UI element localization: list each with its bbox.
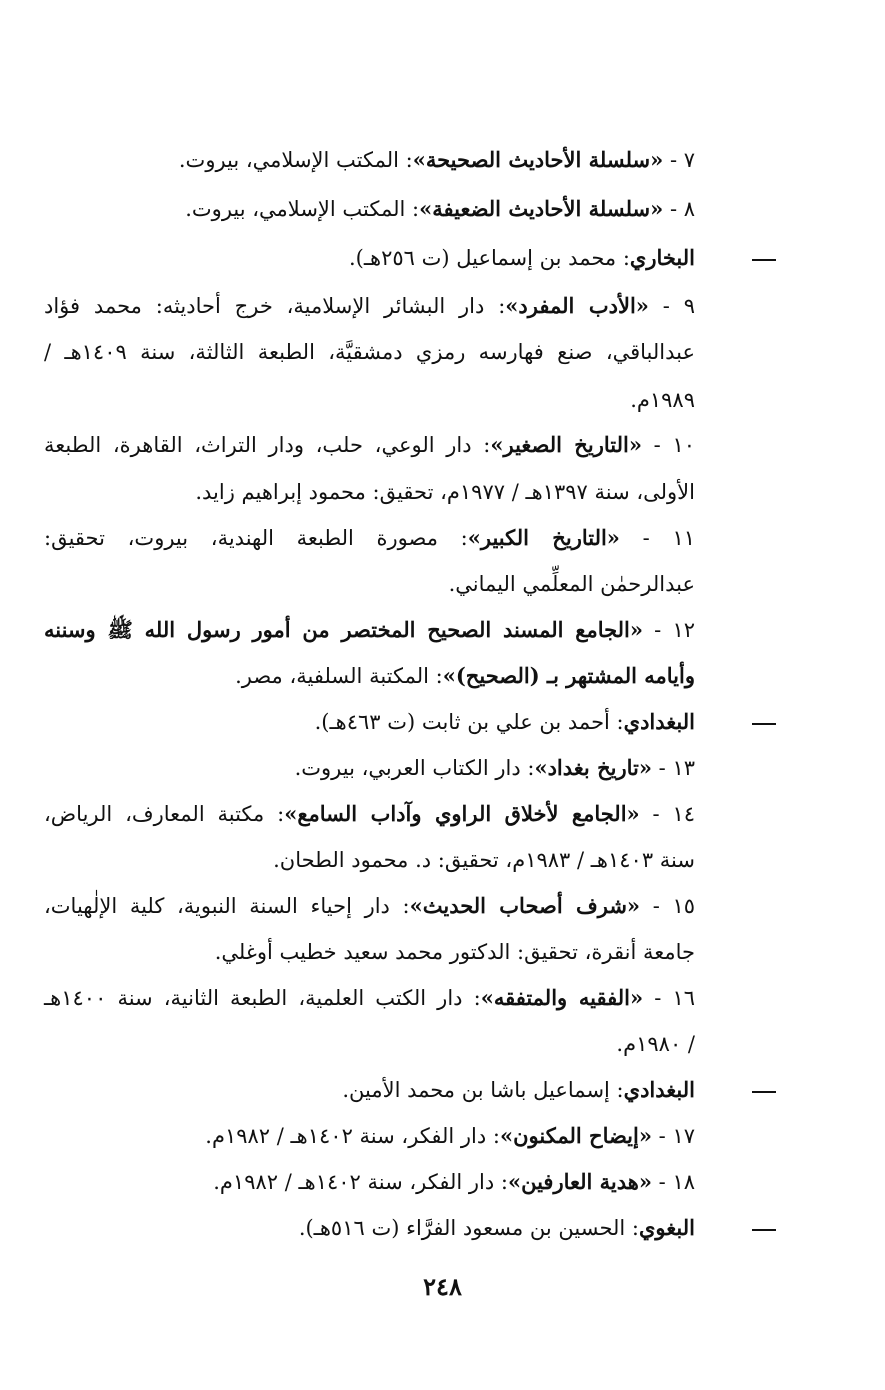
entry-10-continuation: الأولى، سنة ١٣٩٧هـ / ١٩٧٧م، تحقيق: محمود إبراهيم زايد. — [195, 480, 695, 504]
entry-title: «التاريخ الصغير» — [490, 432, 642, 457]
entry-details: : المكتب الإسلامي، بيروت. — [178, 148, 413, 172]
entry-details: : دار الفكر، سنة ١٤٠٢هـ / ١٩٨٢م. — [213, 1170, 508, 1194]
entry-title: «الجامع المسند الصحيح المختصر من أمور رسول الله ﷺ وسننه — [44, 617, 644, 642]
entry-number: ١٧ - — [651, 1124, 695, 1148]
entry-number: ٩ - — [648, 294, 695, 318]
entry-details: : دار البشائر الإسلامية، خرج أحاديثه: محمد فؤاد — [44, 294, 506, 318]
entry-14 — [44, 792, 695, 836]
author-name: البغوي — [639, 1215, 695, 1240]
author-baghawi — [44, 1206, 695, 1250]
entry-title: «سلسلة الأحاديث الصحيحة» — [412, 147, 664, 172]
entry-details: : مكتبة المعارف، الرياض، — [44, 802, 285, 826]
entry-title: «الجامع لأخلاق الراوي وآداب السامع» — [284, 801, 640, 826]
entry-title: «شرف أصحاب الحديث» — [409, 893, 641, 918]
entry-10 — [44, 423, 695, 467]
entry-11-continuation: عبدالرحمٰن المعلِّمي اليماني. — [448, 572, 695, 596]
entry-9-continuation: ١٩٨٩م. — [630, 388, 695, 412]
entry-title: «الأدب المفرد» — [505, 293, 649, 318]
entry-number: ١٨ - — [651, 1170, 695, 1194]
entry-18 — [44, 1160, 695, 1204]
author-bukhari — [44, 236, 695, 280]
author-name: البغدادي — [623, 1077, 695, 1102]
entry-16-continuation: / ١٩٨٠م. — [616, 1032, 695, 1056]
entry-title: «الفقيه والمتفقه» — [480, 985, 644, 1010]
entry-details: : دار إحياء السنة النبوية، كلية الإلٰهيات، — [44, 894, 410, 918]
entry-14-continuation: سنة ١٤٠٣هـ / ١٩٨٣م، تحقيق: د. محمود الطحان. — [273, 848, 695, 872]
entry-details: : دار الوعي، حلب، ودار التراث، القاهرة، الطبعة — [44, 433, 491, 457]
entry-title: «إيضاح المكنون» — [500, 1123, 652, 1148]
author-name: البخاري — [629, 245, 695, 270]
author-details: : محمد بن إسماعيل (ت ٢٥٦هـ). — [348, 246, 630, 270]
entry-title: وأيامه المشتهر بـ (الصحيح)» — [442, 663, 695, 688]
entry-15-continuation: جامعة أنقرة، تحقيق: الدكتور محمد سعيد خطيب أوغلي. — [214, 940, 695, 964]
entry-9-continuation: عبدالباقي، صنع فهارسه رمزي دمشقيَّة، الطبعة الثالثة، سنة ١٤٠٩هـ / — [44, 340, 696, 364]
entry-details: : دار الكتاب العربي، بيروت. — [294, 756, 535, 780]
author-baghdadi-ismail — [44, 1068, 695, 1112]
entry-16 — [44, 976, 695, 1020]
entry-8 — [44, 187, 695, 231]
entry-title: «سلسلة الأحاديث الضعيفة» — [419, 196, 664, 221]
author-dash — [752, 259, 776, 261]
entry-number: ١٦ - — [643, 986, 696, 1010]
entry-7 — [44, 138, 695, 182]
entry-12-continuation — [44, 654, 695, 698]
author-dash — [752, 1091, 776, 1093]
author-dash — [752, 1229, 776, 1231]
entry-number: ١٤ - — [639, 802, 696, 826]
entry-number: ١٥ - — [640, 894, 695, 918]
entry-13 — [44, 746, 695, 790]
author-details: : أحمد بن علي بن ثابت (ت ٤٦٣هـ). — [314, 710, 624, 734]
author-details: : إسماعيل باشا بن محمد الأمين. — [342, 1078, 624, 1102]
entry-details: : دار الكتب العلمية، الطبعة الثانية، سنة ١٤٠٠هـ — [44, 986, 481, 1010]
entry-number: ٨ - — [663, 197, 695, 221]
entry-12 — [44, 608, 695, 652]
entry-title: «التاريخ الكبير» — [467, 525, 620, 550]
entry-details: : المكتب الإسلامي، بيروت. — [185, 197, 420, 221]
author-details: : الحسين بن مسعود الفرَّاء (ت ٥١٦هـ). — [298, 1216, 639, 1240]
entry-title: «تاريخ بغداد» — [534, 755, 652, 780]
entry-17 — [44, 1114, 695, 1158]
entry-number: ١٣ - — [651, 756, 695, 780]
entry-11 — [44, 516, 695, 560]
entry-number: ٧ - — [663, 148, 695, 172]
entry-title: «هدية العارفين» — [507, 1169, 652, 1194]
entry-details: : المكتبة السلفية، مصر. — [235, 664, 443, 688]
entry-number: ١١ - — [619, 526, 695, 550]
author-name: البغدادي — [623, 709, 695, 734]
author-baghdadi-khatib — [44, 700, 695, 744]
page-number: ٢٤٨ — [423, 1272, 462, 1301]
entry-15 — [44, 884, 695, 928]
entry-number: ١٢ - — [643, 618, 696, 642]
entry-details: : مصورة الطبعة الهندية، بيروت، تحقيق: — [44, 526, 468, 550]
entry-details: : دار الفكر، سنة ١٤٠٢هـ / ١٩٨٢م. — [205, 1124, 500, 1148]
entry-9 — [44, 284, 695, 328]
author-dash — [752, 723, 776, 725]
entry-number: ١٠ - — [641, 433, 695, 457]
